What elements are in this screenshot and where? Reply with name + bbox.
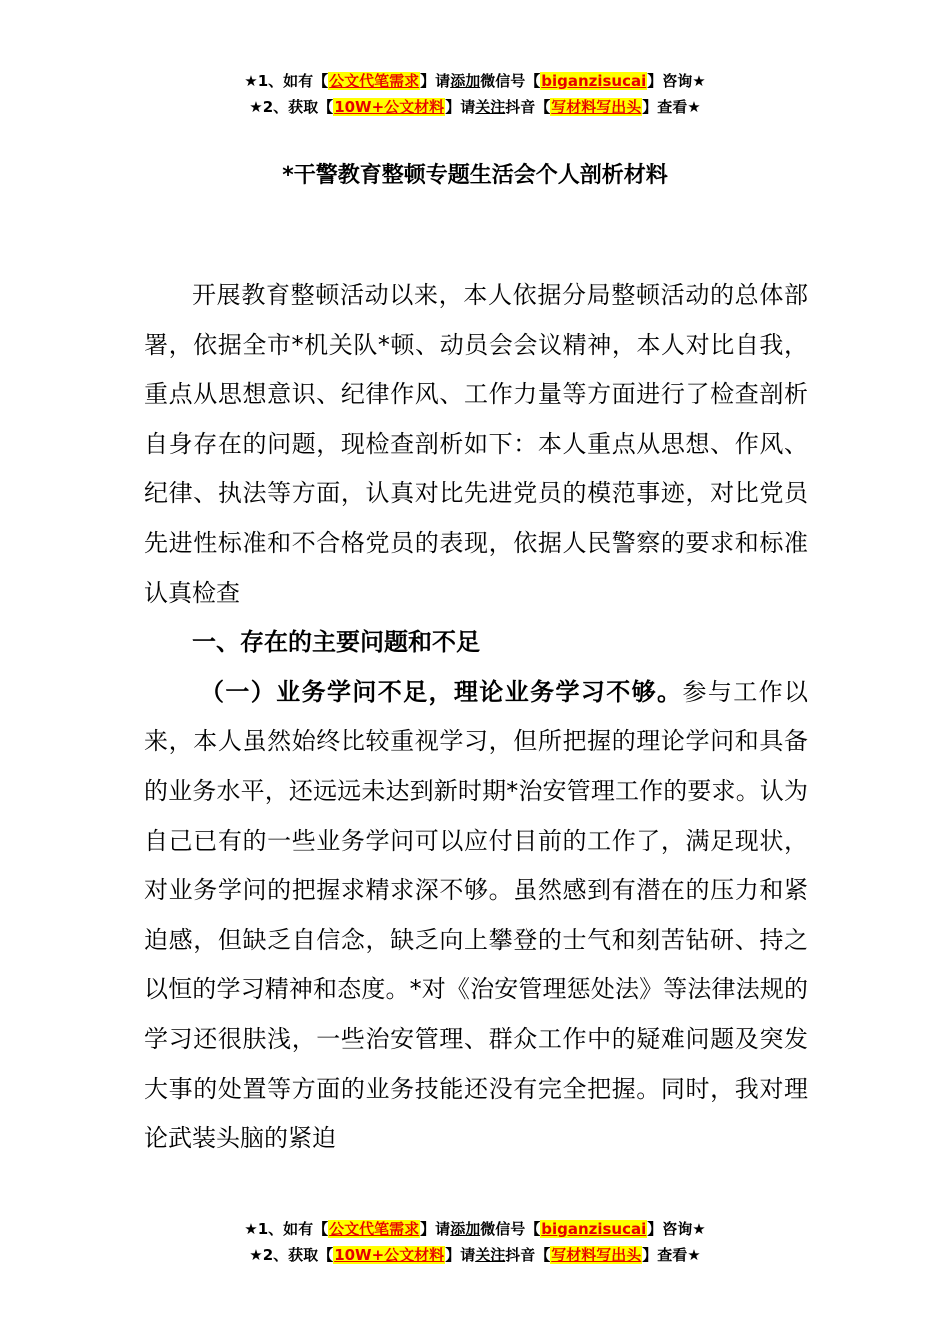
- subsection-text: 参与工作以来，本人虽然始终比较重视学习，但所把握的理论学问和具备的业务水平，还远远未达到新时期*治安管理工作的要求。认为自己已有的一些业务学问可以应付目前的工作了，满足现状，对业务学问的把握求精求深不够。虽然感到有潜在的压力和紧迫感，但缺乏自信念，缺乏向上攀登的士气和刻苦钻研、持之以恒的学习精神和态度。*对《治安管理惩处法》等法律法规的学习还很肤浅，一些治安管理、群众工作中的疑难问题及突发大事的处置等方面的业务技能还没有完全把握。同时，我对理论武装头脑的紧迫: [144, 677, 809, 1153]
- banner-highlight: 公文代笔需求: [329, 72, 420, 90]
- banner-line-1: [0, 1216, 950, 1242]
- banner-text: ★1、如有【: [244, 72, 329, 90]
- banner-text: 】咨询★: [647, 1220, 706, 1238]
- subsection-heading: （一）业务学问不足，理论业务学习不够。: [200, 677, 683, 706]
- banner-text: ★2、获取【: [249, 1246, 334, 1264]
- banner-highlight: 10W+公文材料: [334, 98, 445, 116]
- banner-text: 】查看★: [642, 1246, 701, 1264]
- banner-text: 微信号【: [480, 72, 541, 90]
- header-banner: [0, 68, 950, 120]
- banner-text: 】请: [445, 1246, 476, 1264]
- banner-text: 抖音【: [505, 98, 551, 116]
- banner-text: 抖音【: [505, 1246, 551, 1264]
- banner-text: 】查看★: [642, 98, 701, 116]
- banner-text: 】请: [420, 1220, 451, 1238]
- subsection-paragraph: [144, 668, 808, 1164]
- banner-line-1: [0, 68, 950, 94]
- banner-highlight: 写材料写出头: [551, 98, 642, 116]
- banner-highlight: biganzisucai: [541, 72, 647, 90]
- document-title: *干警教育整顿专题生活会个人剖析材料: [282, 163, 668, 188]
- document-body: [144, 271, 808, 1164]
- banner-text: 微信号【: [480, 1220, 541, 1238]
- banner-highlight: 公文代笔需求: [329, 1220, 420, 1238]
- banner-underline: 添加: [450, 72, 481, 90]
- banner-underline: 关注: [475, 1246, 506, 1264]
- banner-line-2: [0, 94, 950, 120]
- banner-text: 】咨询★: [647, 72, 706, 90]
- banner-highlight: 写材料写出头: [551, 1246, 642, 1264]
- banner-text: 】请: [445, 98, 476, 116]
- banner-line-2: [0, 1242, 950, 1268]
- banner-text: 】请: [420, 72, 451, 90]
- footer-banner: [0, 1216, 950, 1268]
- section-heading: 一、存在的主要问题和不足: [192, 628, 480, 657]
- banner-highlight: biganzisucai: [541, 1220, 647, 1238]
- banner-underline: 关注: [475, 98, 506, 116]
- banner-underline: 添加: [450, 1220, 481, 1238]
- banner-text: ★2、获取【: [249, 98, 334, 116]
- intro-paragraph: 开展教育整顿活动以来，本人依据分局整顿活动的总体部署，依据全市*机关队*顿、动员会会议精神，本人对比自我，重点从思想意识、纪律作风、工作力量等方面进行了检查剖析自身存在的问题，现检查剖析如下：本人重点从思想、作风、纪律、执法等方面，认真对比先进党员的模范事迹，对比党员先进性标准和不合格党员的表现，依据人民警察的要求和标准认真检查: [144, 281, 808, 607]
- banner-text: ★1、如有【: [244, 1220, 329, 1238]
- banner-highlight: 10W+公文材料: [334, 1246, 445, 1264]
